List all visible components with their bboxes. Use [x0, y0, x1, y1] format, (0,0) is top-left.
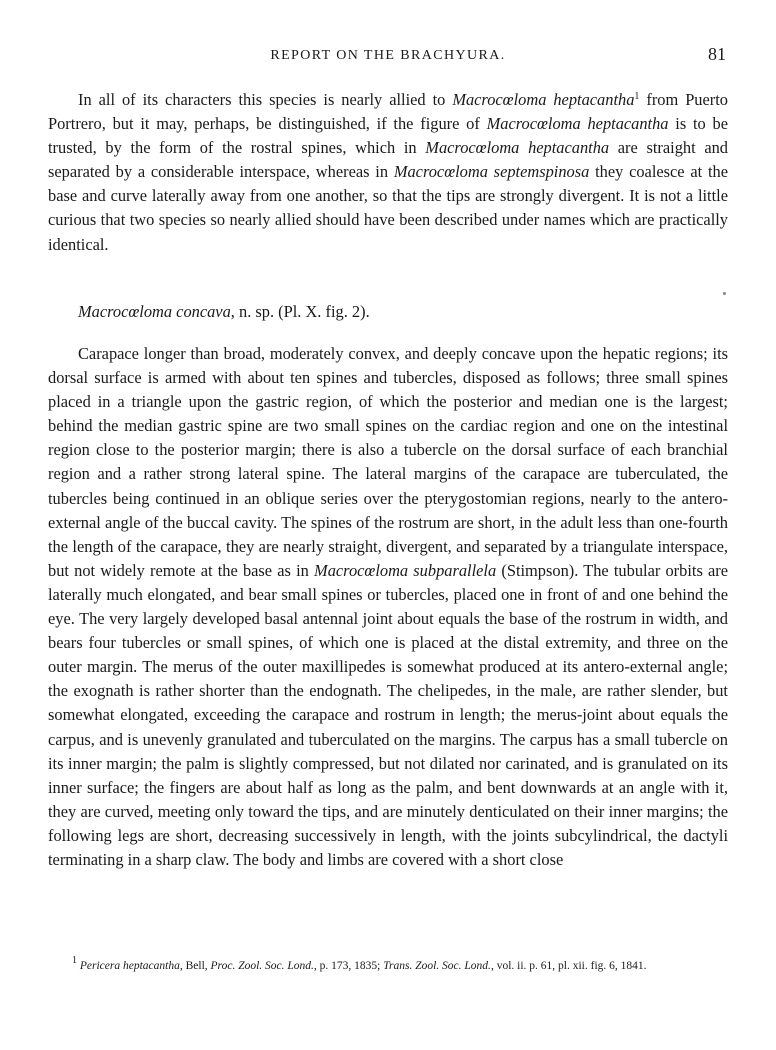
text-run: they coalesce at the base and curve laterally away from one another, so that the tips are strongly divergent. It is not a little curious that two species so nearly allied should have been described under names which are practically identical.: [48, 162, 728, 254]
running-header: [48, 44, 728, 68]
taxon-name: Macrocœloma heptacantha: [425, 138, 610, 158]
footnote-mark: 1: [72, 955, 77, 966]
taxon-name: Macrocœloma subparallela: [314, 560, 497, 580]
text-run: are straight and separated by a considerable interspace, whereas in: [48, 138, 728, 182]
footnote-reference[interactable]: 1: [634, 91, 640, 102]
footnote-text: , p. 173, 1835;: [313, 960, 384, 972]
footnote-journal: Trans. Zool. Soc. Lond.: [383, 960, 491, 972]
taxon-name: Macrocœloma heptacantha: [452, 90, 635, 109]
page-number: 81: [708, 44, 726, 64]
species-heading: [48, 300, 728, 324]
text-run: Carapace longer than broad, moderately convex, and deeply concave upon the hepatic regions; its dorsal surface is armed with about ten spines and tubercles, disposed as follows; three small spines placed in a triangle upon the gastric region, of which the posterior and median one is the largest; behind the median gastric spine are two small spines on the cardiac region and one on the intestinal region close to the posterior margin; there is also a tubercle on the dorsal surface of each branchial region and a rather strong lateral spine. The lateral margins of the carapace are tuberculated, the tubercles being continued in an oblique series over the pterygostomian regions, nearly to the antero-external angle of the buccal cavity. The spines of the rostrum are short, in the adult less than one-fourth the length of the carapace, they are nearly straight, divergent, and separated by a triangulate interspace, but not widely remote at the base as in: [48, 344, 728, 580]
footnote-journal: Proc. Zool. Soc. Lond.: [210, 960, 314, 972]
paragraph-description: [48, 342, 728, 872]
footnote-taxon: Pericera heptacantha: [79, 960, 180, 972]
text-run: In all of its characters this species is nearly allied to: [78, 90, 453, 109]
footnote-text: , Bell,: [179, 960, 211, 972]
text-run: from Puerto Portrero, but it may, perhaps, be distinguished, if the figure of: [48, 90, 728, 134]
taxon-name: Macrocœloma heptacantha: [486, 114, 669, 134]
species-heading-rest: , n. sp. (Pl. X. fig. 2).: [230, 302, 370, 321]
footnote-text: , vol. ii. p. 61, pl. xii. fig. 6, 1841.: [490, 960, 647, 972]
paragraph-comparison: [48, 88, 728, 257]
stray-mark: [723, 292, 726, 295]
taxon-name: Macrocœloma septemspinosa: [393, 162, 590, 182]
species-name: Macrocœloma concava: [78, 302, 231, 321]
text-run: is to be trusted, by the form of the rostral spines, which in: [48, 114, 728, 158]
footnote: [48, 955, 728, 974]
running-title: REPORT ON THE BRACHYURA.: [270, 48, 506, 63]
text-run: (Stimpson). The tubular orbits are laterally much elongated, and bear small spines or tubercles, placed one in front of and one behind the eye. The very largely developed basal antennal joint about equals the base of the rostrum in width, and bears four tubercles or small spines, of which one is placed at the distal extremity, and three on the outer margin. The merus of the outer maxillipedes is somewhat produced at its antero-external angle; the exognath is rather shorter than the endognath. The chelipedes, in the male, are rather slender, but somewhat elongated, exceeding the carapace and rostrum in length; the merus-joint about equals the carpus, and is unevenly granulated and tuberculated on the margins. The carpus has a small tubercle on its inner margin; the palm is slightly compressed, but not dilated nor carinated, and is granulated on its inner surface; the fingers are about half as long as the palm, and bent downwards at an angle with it, they are curved, meeting only toward the tips, and are minutely denticulated on their inner margins; the following legs are short, decreasing successively in length, with the joints subcylindrical, the dactyli terminating in a sharp claw. The body and limbs are covered with a short close: [48, 560, 729, 869]
